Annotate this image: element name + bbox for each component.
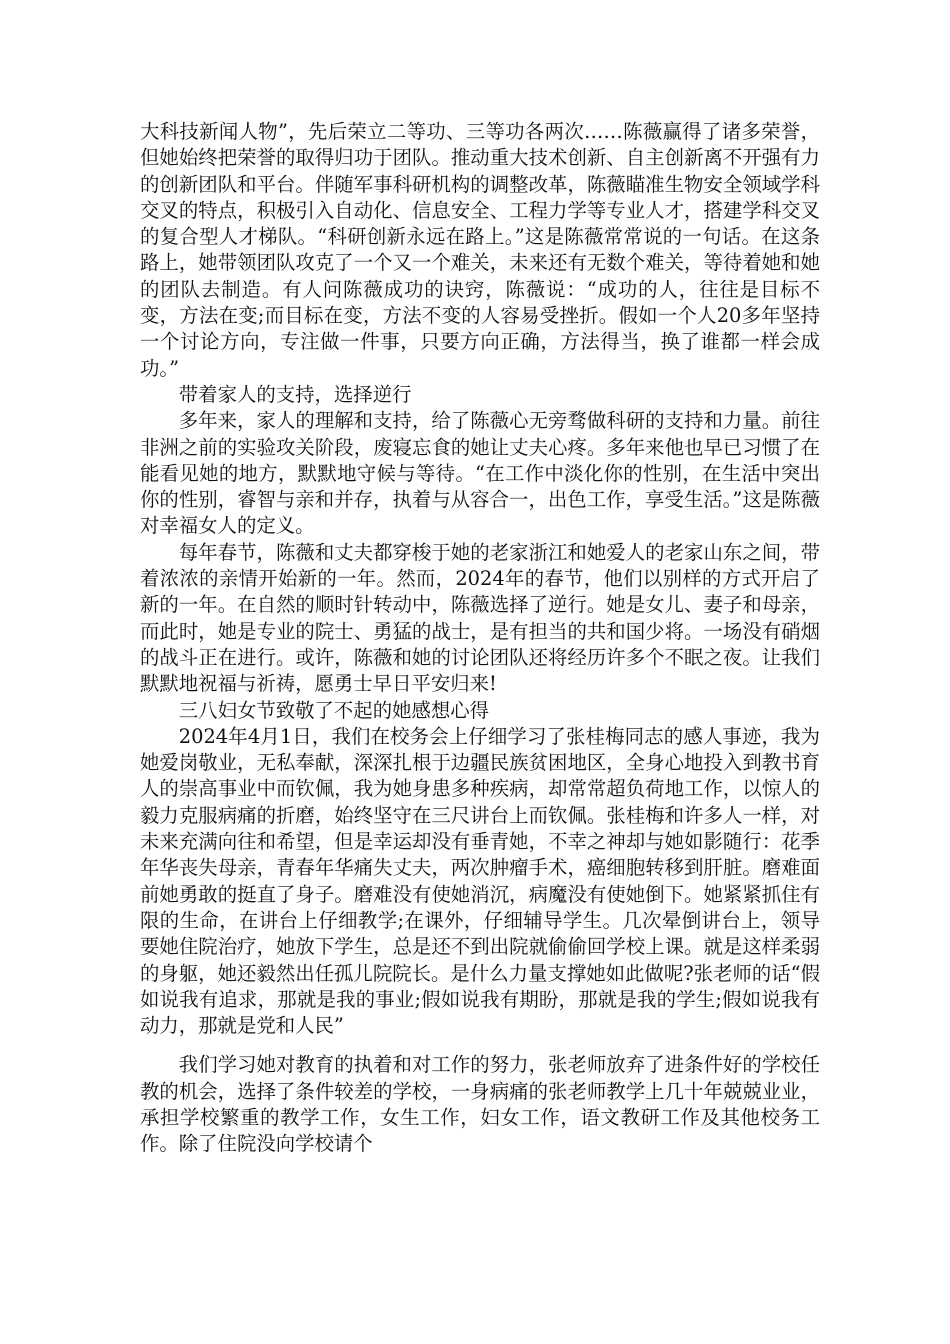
paragraph-awards: 大科技新闻人物”，先后荣立二等功、三等功各两次……陈薇赢得了诸多荣誉，但她始终把荣誉的取得归功于团队。推动重大技术创新、自主创新离不开强有力的创新团队和平台。伴随军事科研机构的调整改革，陈薇瞄准生物安全领域学科交叉的特点，积极引入自动化、信息安全、工程力学等专业人才，搭建学科交叉的复合型人才梯队。“科研创新永远在路上。”这是陈薇常常说的一句话。在这条路上，她带领团队攻克了一个又一个难关，未来还有无数个难关，等待着她和她的团队去制造。有人问陈薇成功的诀窍，陈薇说：“成功的人，往往是目标不变，方法在变;而目标在变，方法不变的人容易受挫折。假如一个人20多年坚持一个讨论方向，专注做一件事，只要方向正确，方法得当，换了谁都一样会成功。” xyxy=(140,120,820,380)
section-heading-family-support: 带着家人的支持，选择逆行 xyxy=(178,382,412,406)
document-body xyxy=(140,119,820,1158)
section-heading-womens-day: 三八妇女节致敬了不起的她感想心得 xyxy=(178,698,490,722)
paragraph-learning: 我们学习她对教育的执着和对工作的努力，张老师放弃了进条件好的学校任教的机会，选择了条件较差的学校，一身病痛的张老师教学上几十年兢兢业业，承担学校繁重的教学工作，女生工作，妇女工作，语文教研工作及其他校务工作。除了住院没向学校请个 xyxy=(140,1053,820,1156)
paragraph-zhang-guimei: 2024年4月1日，我们在校务会上仔细学习了张桂梅同志的感人事迹，我为她爱岗敬业，无私奉献，深深扎根于边疆民族贫困地区，全身心地投入到教书育人的崇高事业中而钦佩，我为她身患多种疾病，却常常超负荷地工作，以惊人的毅力克服病痛的折磨，始终坚守在三尺讲台上而钦佩。张桂梅和许多人一样，对未来充满向往和希望，但是幸运却没有垂青她，不幸之神却与她如影随行：花季年华丧失母亲，青春年华痛失丈夫，两次肿瘤手术，癌细胞转移到肝脏。磨难面前她勇敢的挺直了身子。磨难没有使她消沉，病魔没有使她倒下。她紧紧抓住有限的生命，在讲台上仔细教学;在课外，仔细辅导学生。几次晕倒讲台上，领导要她住院治疗，她放下学生，总是还不到出院就偷偷回学校上课。就是这样柔弱的身躯，她还毅然出任孤儿院院长。是什么力量支撑她如此做呢?张老师的话“假如说我有追求，那就是我的事业;假如说我有期盼，那就是我的学生;假如说我有动力，那就是党和人民” xyxy=(140,724,820,1038)
paragraph-spring-festival: 每年春节，陈薇和丈夫都穿梭于她的老家浙江和她爱人的老家山东之间，带着浓浓的亲情开始新的一年。然而，2024年的春节，他们以别样的方式开启了新的一年。在自然的顺时针转动中，陈薇选择了逆行。她是女儿、妻子和母亲，而此时，她是专业的院士、勇猛的战士，是有担当的共和国少将。一场没有硝烟的战斗正在进行。或许，陈薇和她的讨论团队还将经历许多个不眠之夜。让我们默默地祝福与祈祷，愿勇士早日平安归来! xyxy=(140,540,820,696)
paragraph-family: 多年来，家人的理解和支持，给了陈薇心无旁骛做科研的支持和力量。前往非洲之前的实验攻关阶段，废寝忘食的她让丈夫心疼。多年来他也早已习惯了在能看见她的地方，默默地守候与等待。“在工作中淡化你的性别，在生活中突出你的性别，睿智与亲和并存，执着与从容合一，出色工作，享受生活。”这是陈薇对幸福女人的定义。 xyxy=(140,409,820,538)
